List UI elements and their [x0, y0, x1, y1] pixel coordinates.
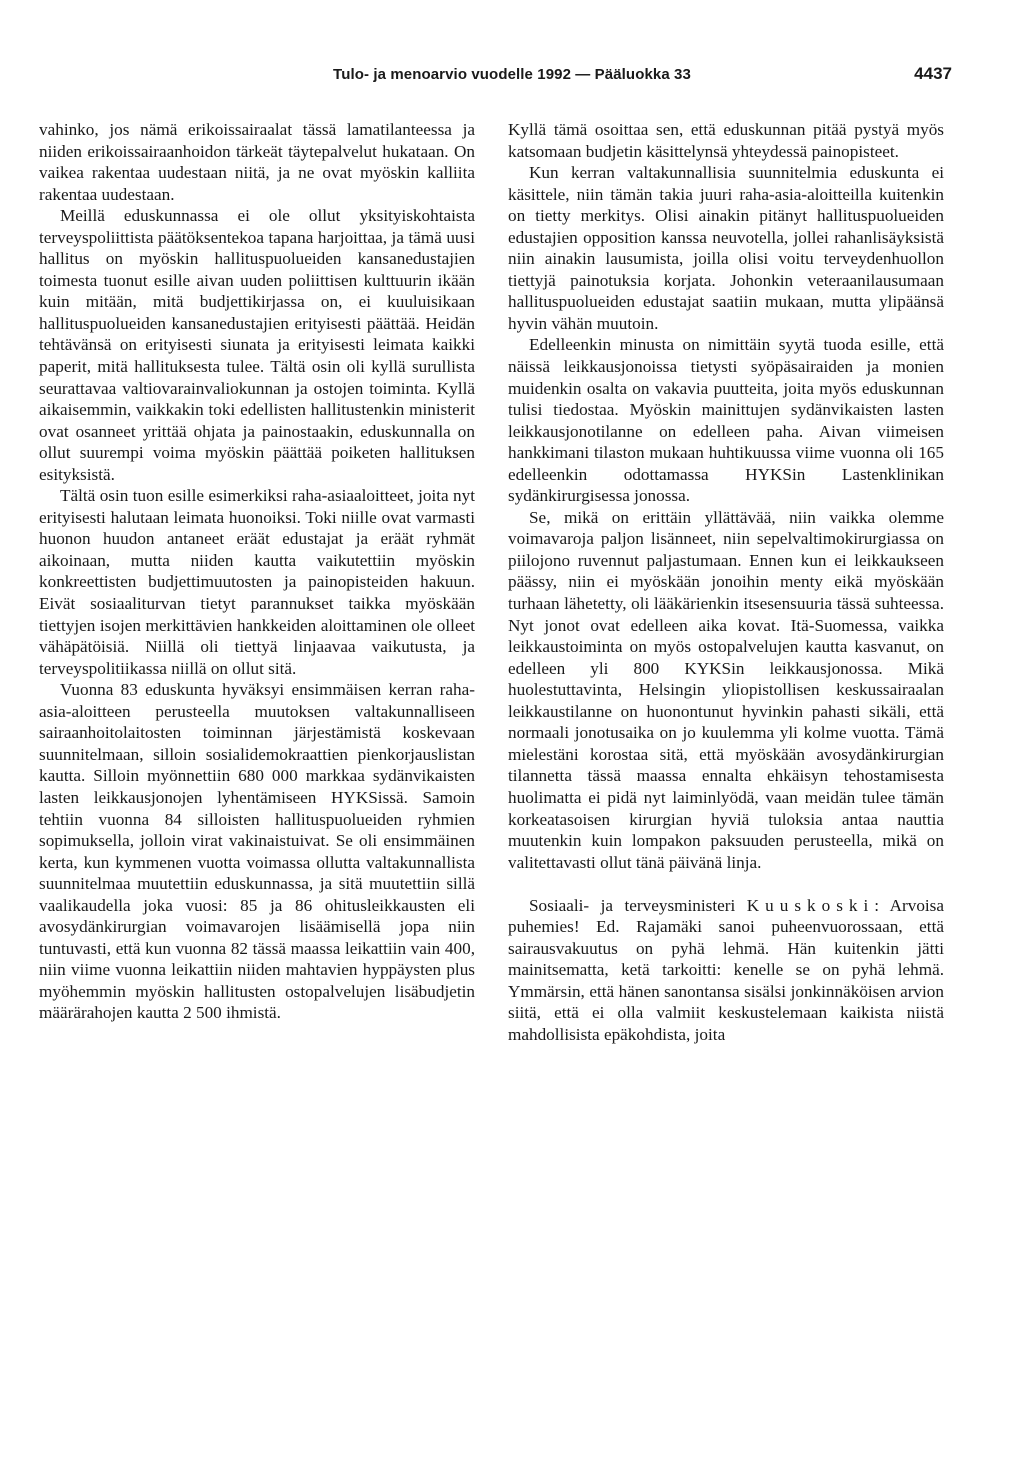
paragraph: Se, mikä on erittäin yllättävää, niin vaikka olemme voimavaroja paljon lisänneet, niin sepelvaltimokirurgiassa on piilojono ruvennut paljastumaan. Ennen kun ei leikkaukseen päässy, niin ei myöskään jonoihin menty eikä myöskään turhaan lähetetty, oli lääkärienkin itsesensuuria tässä suhteessa. Nyt jonot ovat edelleen aika kovat. Itä-Suomessa, vaikka leikkaustoiminta on myös ostopalvelujen kautta kasvanut, on edelleen yli 800 KYKSin leikkausjonossa. Mikä huolestuttavinta, Helsingin yliopistollisen keskussairaalan leikkaustilanne on huonontunut hyvinkin pahasti sikäli, että normaali jonotusaika on jo kuulemma yli kolme vuotta. Tämä mielestäni korostaa sitä, että myöskään avosydänkirurgian tilannetta tässä maassa ennalta ehkäisyn tehostamisesta huolimatta ei pidä nyt laiminlyödä, vaan meidän tulee tämän korkeatasoisen kirurgian hyviä tuloksia antaa nauttia muutenkin kuin lompakon paksuuden perusteella, mikä on valitettavasti ollut tänä päivänä linja. — [508, 507, 944, 872]
left-column — [39, 119, 475, 1024]
paragraph: Kun kerran valtakunnallisia suunnitelmia eduskunta ei käsittele, niin tämän takia juuri raha-asia-aloitteilla kuitenkin on tietty merkitys. Olisi ainakin pitänyt hallituspuolueiden edustajien opposition kanssa neuvotella, jollei rahanlisäyksistä niin ainakin lausumista, joilla olisi voitu terveydenhuollon tiettyjä painotuksia korjata. Johonkin veteraanilausumaan hallituspuolueiden edustajat saatiin mukaan, mutta ylipäänsä hyvin vähän muutoin. — [508, 163, 944, 333]
speaker-name: Kuuskoski — [746, 895, 875, 915]
speech-text: : Arvoisa puhemies! Ed. Rajamäki sanoi puheenvuorossaan, että sairausvakuutus on pyhä lehmä. Hän kuitenkin jätti mainitsematta, ketä tarkoitti: kenelle se on pyhä lehmä. Ymmärsin, että hänen sanontansa sisälsi jonkinnäköisen arvion siitä, että ei olla valmiit keskustelemaan kaikista niistä mahdollisista epäkohdista, joita — [508, 895, 944, 1044]
page-number: 4437 — [914, 64, 952, 83]
speech-paragraph — [508, 895, 944, 1046]
paragraph: Kyllä tämä osoittaa sen, että eduskunnan pitää pystyä myös katsomaan budjetin käsittelynsä yhteydessä painopisteet. — [508, 120, 944, 161]
paragraph: Meillä eduskunnassa ei ole ollut yksityiskohtaista terveyspoliittista päätöksentekoa tapana harjoittaa, ja tämä uusi hallitus on myöskin hallituspuolueiden kansanedustajien toimesta tuonut esille aivan uuden poliittisen kulttuurin ikään kuin mitään, mitä budjettikirjassa on, ei kuuluisikaan hallituspuolueiden kansanedustajien erityisesti päättää. Heidän tehtävänsä on erityisesti siunata ja erityisesti leimata kaikki paperit, mitä hallituksesta tulee. Tältä osin oli kyllä surullista seurattavaa valtiovarainvaliokunnan ja ostojen toiminta. Kyllä aikaisemmin, vaikkakin toki edellisten hallitustenkin ministerit ovat osanneet yrittää ohjata ja painostaakin, eduskunnalla on ollut suurempi voima myöskin päättää poiketen hallituksen esityksistä. — [39, 206, 475, 484]
speaker-role: Sosiaali- ja terveysministeri — [529, 895, 736, 915]
right-column — [508, 119, 944, 1045]
paragraph: Vuonna 83 eduskunta hyväksyi ensimmäisen kerran raha-asia-aloitteen perusteella muutoksen valtakunnalliseen sairaanhoitolaitosten toiminnan järjestämistä koskevaan suunnitelmaan, silloin sosialidemokraattien pienkorjauslistan kautta. Silloin myönnettiin 680 000 markkaa sydänvikaisten lasten leikkausjonojen lyhentämiseen HYKSissä. Samoin tehtiin vuonna 84 silloisten hallituspuolueiden ryhmien sopimuksella, jolloin virat vakinaistuivat. Se oli ensimmäinen kerta, kun kymmenen vuotta voimassa ollutta valtakunnallista suunnitelmaa muutettiin eduskunnassa, ja sitä muutettiin sillä vaalikaudella joka vuosi: 85 ja 86 ohitusleikkausten eli avosydänkirurgian voimavarojen lisäämisellä jopa niin tuntuvasti, että kun vuonna 82 tässä maassa leikattiin vain 400, niin viime vuonna leikattiin niiden mahtavien hyppäysten plus myöhemmin myöskin hallitusten ostopalvelujen lisäbudjetin määrärahojen kautta 2 500 ihmistä. — [39, 680, 475, 1023]
paragraph: vahinko, jos nämä erikoissairaalat tässä lamatilanteessa ja niiden erikoissairaanhoidon tärkeät täytepalvelut hukataan. On vaikea rakentaa uudestaan niitä, ja ne ovat myöskin kalliita rakentaa uudestaan. — [39, 120, 475, 204]
paragraph: Tältä osin tuon esille esimerkiksi raha-asiaaloitteet, joita nyt erityisesti halutaan leimata huonoiksi. Toki niille ovat varmasti huonon huudon antaneet eräät edustajat ja eräät ryhmät aikoinaan, mutta niiden kautta vaikutettiin myöskin konkreettisten budjettimuutosten ja painopisteiden hakuun. Eivät sosiaaliturvan tietyt parannukset taikka myöskään tiettyjen isojen merkittävien hankkeiden aloittaminen ole olleet vähäpätöisiä. Niillä oli tiettyä linjaavaa vaikutusta, ja terveyspolitiikassa niillä on ollut sitä. — [39, 486, 475, 678]
page-header — [0, 66, 1024, 90]
paragraph: Edelleenkin minusta on nimittäin syytä tuoda esille, että näissä leikkausjonoissa tietysti syöpäsairaiden ja monien muidenkin osalta on vakavia puutteita, joita myös eduskunnan tulisi tiedostaa. Myöskin mainittujen sydänvikaisten lasten leikkausjonotilanne on edelleen paha. Aivan viimeisen hankkimani tilaston mukaan huhtikuussa viime vuonna oli 165 edelleenkin odottamassa HYKSin Lastenklinikan sydänkirurgisessa jonossa. — [508, 335, 944, 506]
running-title: Tulo- ja menoarvio vuodelle 1992 — Pääluokka 33 — [333, 66, 691, 83]
